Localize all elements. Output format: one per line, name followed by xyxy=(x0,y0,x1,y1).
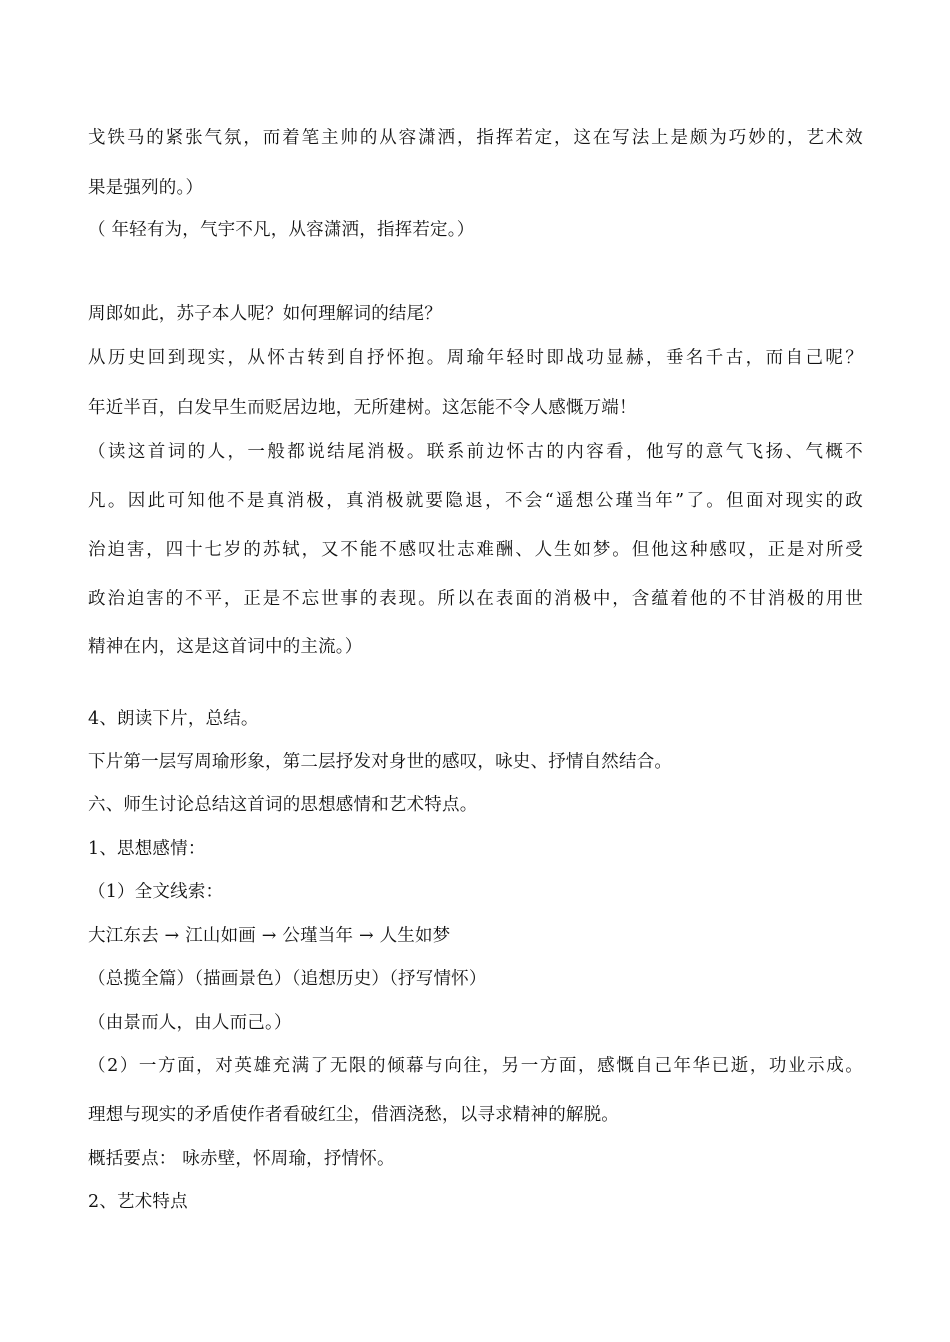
text-line: 从历史回到现实，从怀古转到自抒怀抱。周瑜年轻时即战功显赫，垂名千古，而自己呢？ xyxy=(88,348,863,368)
text-line: 大江东去 → 江山如画 → 公瑾当年 → 人生如梦 xyxy=(88,926,451,946)
text-line: 概括要点： 咏赤壁，怀周瑜，抒情怀。 xyxy=(88,1149,395,1169)
text-line: （ 年轻有为，气宇不凡，从容潇洒，指挥若定。） xyxy=(88,220,475,240)
text-line: （由景而人，由人而己。） xyxy=(88,1013,292,1033)
text-line: 理想与现实的矛盾使作者看破红尘，借酒浇愁，以寻求精神的解脱。 xyxy=(88,1105,619,1125)
text-line: 2、艺术特点 xyxy=(88,1192,188,1212)
text-line: 年近半百，白发早生而贬居边地，无所建树。这怎能不令人感慨万端！ xyxy=(88,398,637,418)
text-line: 凡。因此可知他不是真消极，真消极就要隐退，不会“遥想公瑾当年”了。但面对现实的政 xyxy=(88,491,863,511)
text-line: 政治迫害的不平，正是不忘世事的表现。所以在表面的消极中，含蕴着他的不甘消极的用世 xyxy=(88,589,863,609)
text-line: （1）全文线索： xyxy=(88,882,224,902)
text-line: （读这首词的人，一般都说结尾消极。联系前边怀古的内容看，他写的意气飞扬、气概不 xyxy=(88,442,863,462)
text-line: 周郎如此，苏子本人呢？如何理解词的结尾？ xyxy=(88,304,442,324)
text-line: 1、思想感情： xyxy=(88,839,206,859)
text-line: 下片第一层写周瑜形象，第二层抒发对身世的感叹，咏史、抒情自然结合。 xyxy=(88,752,673,772)
text-line: （2）一方面，对英雄充满了无限的倾幕与向往，另一方面，感慨自己年华已逝，功业示成。 xyxy=(88,1056,863,1076)
text-line: 治迫害，四十七岁的苏轼，又不能不感叹壮志难酬、人生如梦。但他这种感叹，正是对所受 xyxy=(88,540,863,560)
text-line: （总揽全篇）（描画景色）（追想历史）（抒写情怀） xyxy=(88,969,487,989)
text-line: 六、师生讨论总结这首词的思想感情和艺术特点。 xyxy=(88,795,478,815)
text-line: 戈铁马的紧张气氛，而着笔主帅的从容潇洒，指挥若定，这在写法上是颇为巧妙的，艺术效 xyxy=(88,128,863,148)
text-line: 果是强列的。） xyxy=(88,178,204,198)
text-line: 精神在内，这是这首词中的主流。） xyxy=(88,637,363,657)
text-line: 4、朗读下片，总结。 xyxy=(88,709,259,729)
